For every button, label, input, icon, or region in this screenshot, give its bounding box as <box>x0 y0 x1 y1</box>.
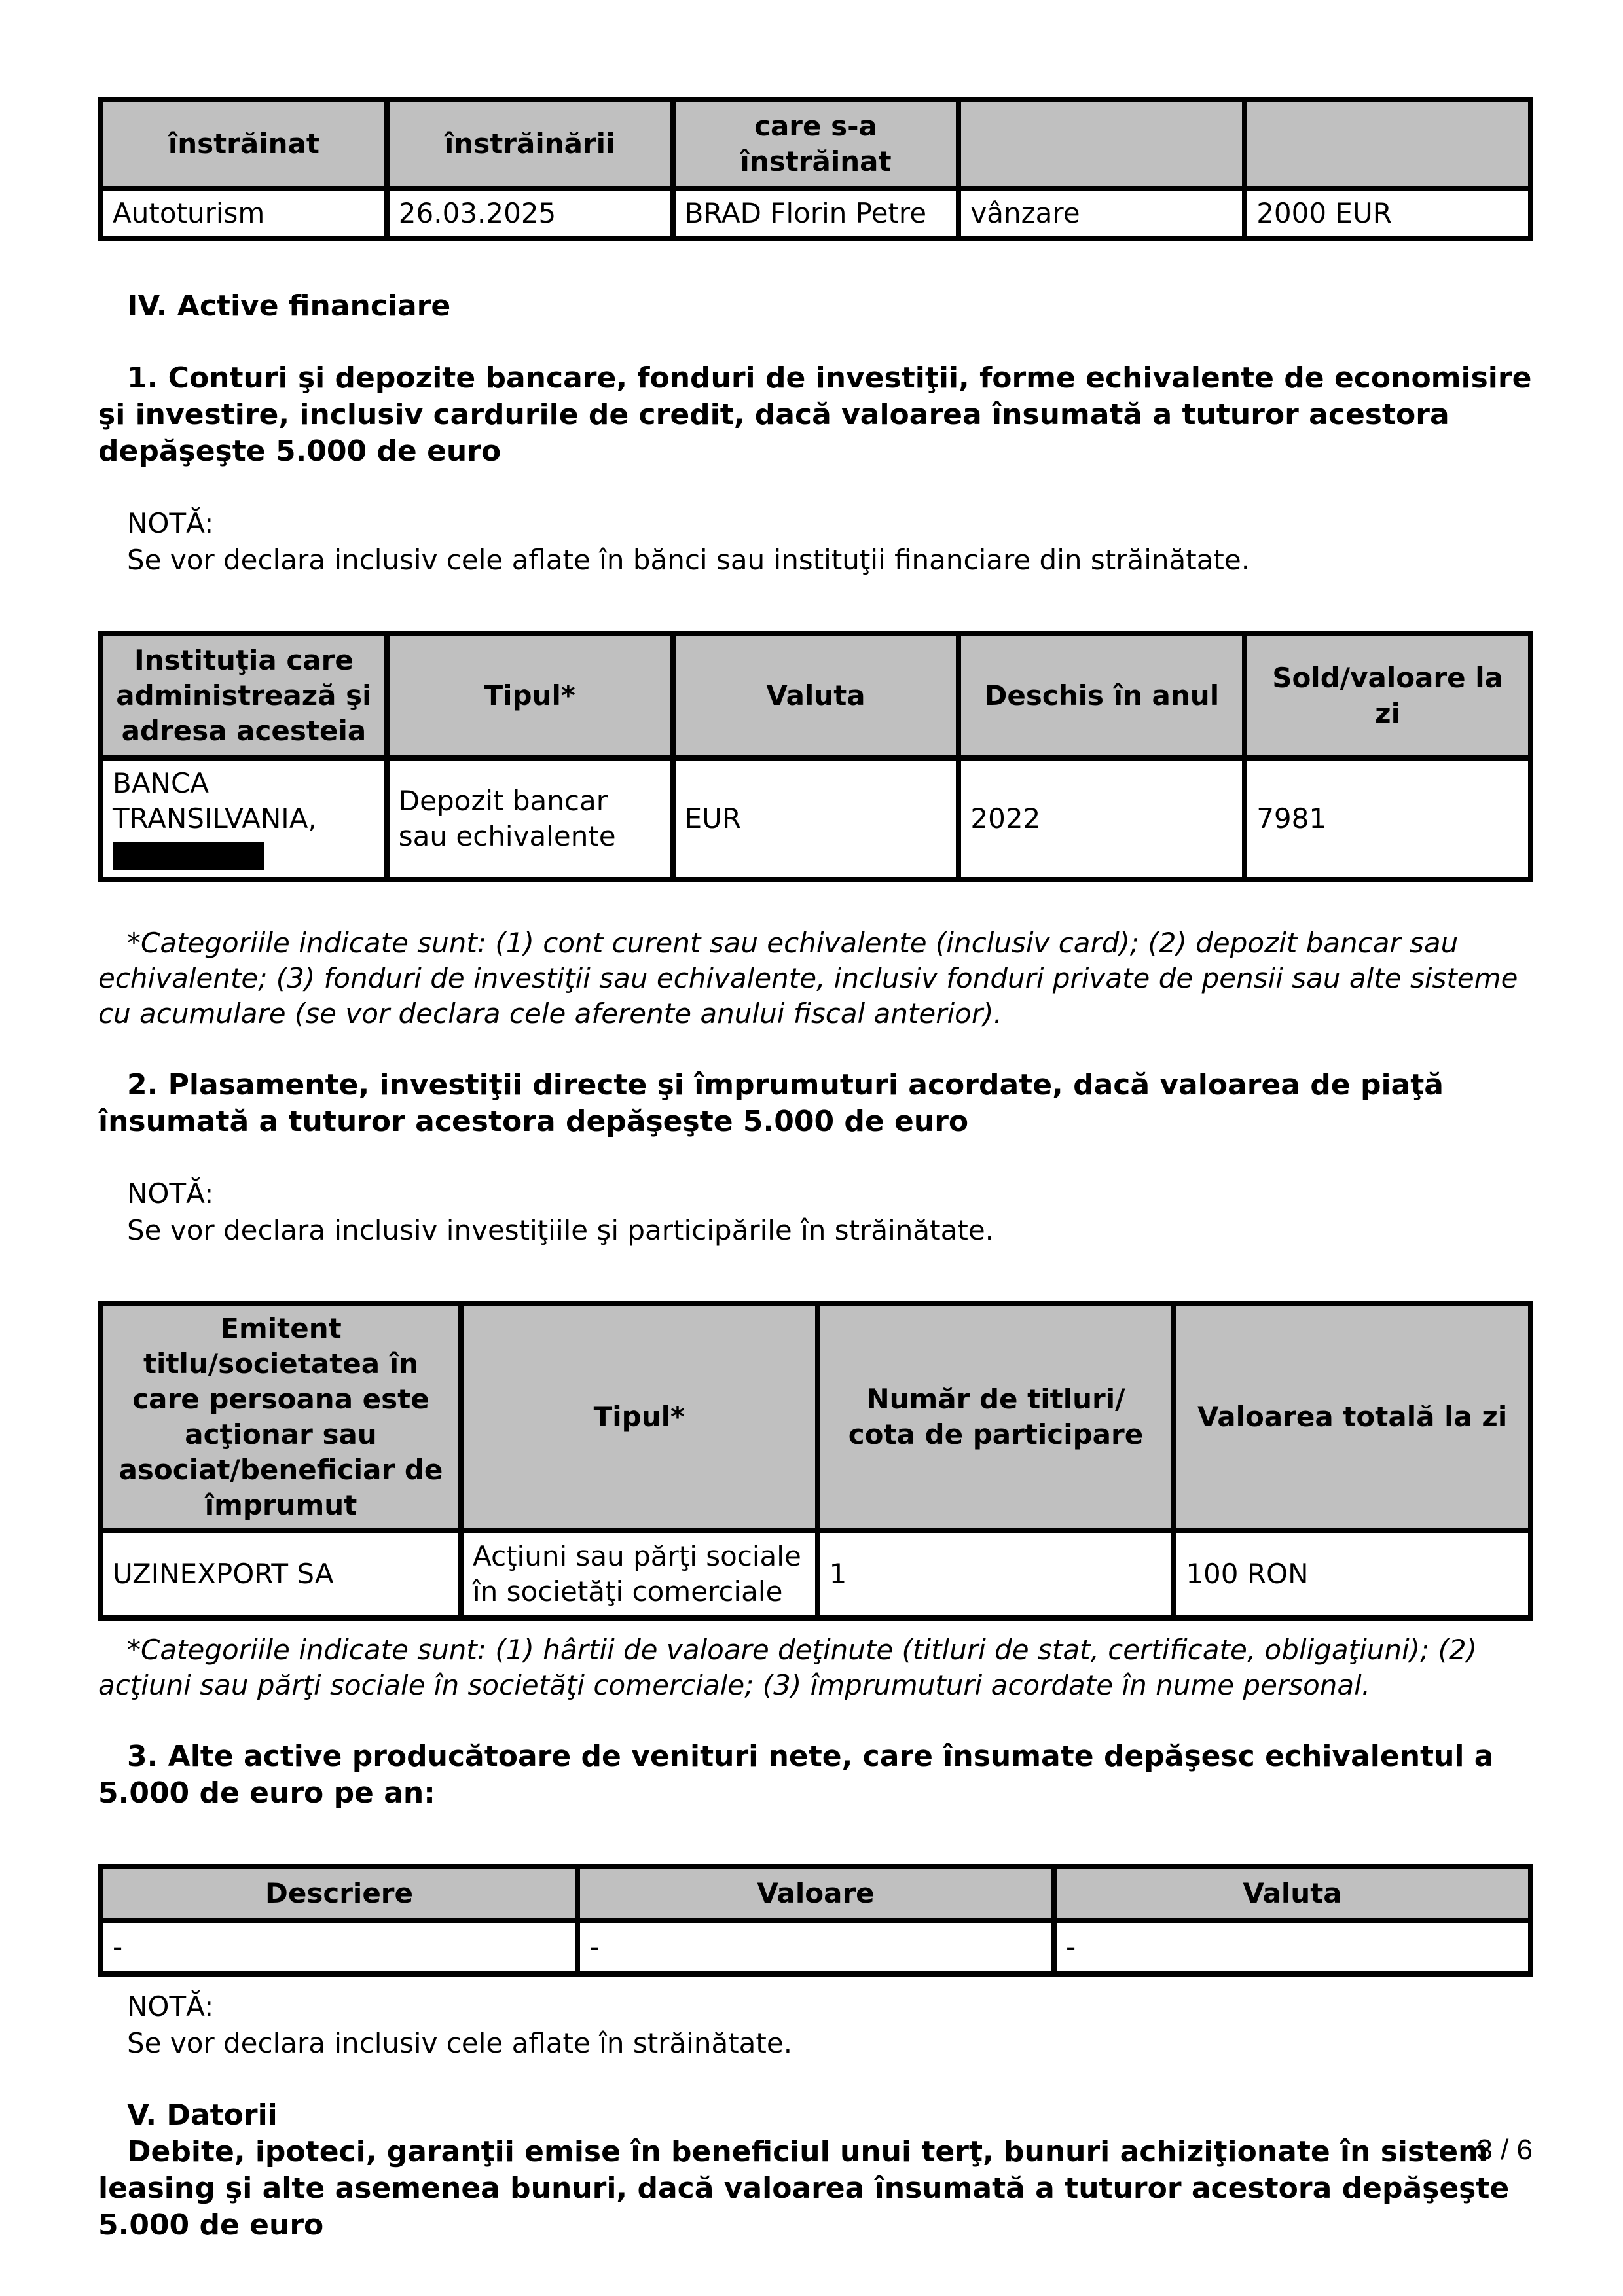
table-cell: UZINEXPORT SA <box>101 1530 461 1618</box>
subsection-1-title: 1. Conturi şi depozite bancare, fonduri de investiţii, forme echivalente de economisire şi investire, inclusiv cardurile de credit, dacă valoarea însumată a tuturor acestora depăşeşte 5.000 de euro <box>98 361 1532 468</box>
table-header-cell: Descriere <box>101 1867 577 1920</box>
table-header-cell: Instituţia care administrează şi adresa acesteia <box>101 634 387 758</box>
table-header-cell: Sold/valoare la zi <box>1245 634 1531 758</box>
table-alienated-goods <box>98 97 1533 241</box>
table-header-cell: Valoarea totală la zi <box>1174 1304 1531 1530</box>
table-header-cell: Deschis în anul <box>958 634 1245 758</box>
subsection-3-title: 3. Alte active producătoare de venituri nete, care însumate depăşesc echivalentul a 5.000 de euro pe an: <box>98 1740 1494 1810</box>
table-cell: 1 <box>818 1530 1175 1618</box>
table-cell: 26.03.2025 <box>387 188 673 238</box>
page-number: 3 / 6 <box>1476 2134 1533 2166</box>
redacted-address <box>113 842 264 870</box>
note-text: Se vor declara inclusiv cele aflate în străinătate. <box>127 2027 793 2059</box>
table-investments <box>98 1301 1533 1621</box>
table-row <box>101 1530 1531 1618</box>
document-page <box>98 97 1533 2244</box>
section-v-text: Debite, ipoteci, garanţii emise în beneficiul unui terţ, bunuri achiziţionate în sistem leasing şi alte asemenea bunuri, dacă valoarea însumată a tuturor acestora depăşeşte 5.000 de euro <box>98 2135 1510 2242</box>
table-row <box>101 758 1531 880</box>
table-cell: - <box>577 1920 1054 1974</box>
table-cell: BRAD Florin Petre <box>673 188 959 238</box>
table-cell: vânzare <box>958 188 1245 238</box>
table-cell: 2022 <box>958 758 1245 880</box>
table-header-cell: Valuta <box>673 634 959 758</box>
footnote-categories-1: *Categoriile indicate sunt: (1) cont curent sau echivalente (inclusiv card); (2) depozit bancar sau echivalente; (3) fonduri de investiţii sau echivalente, inclusiv fonduri private de pensii sau alte sisteme cu acumulare (se vor declara cele aferente anului fiscal anterior). <box>98 927 1518 1030</box>
note-label: NOTĂ: <box>127 1990 214 2022</box>
table-cell: Depozit bancar sau echivalente <box>387 758 673 880</box>
note-label: NOTĂ: <box>127 507 214 539</box>
subsection-2-title: 2. Plasamente, investiţii directe şi împrumuturi acordate, dacă valoarea de piaţă însumată a tuturor acestora depăşeşte 5.000 de euro <box>98 1068 1444 1138</box>
table-header-cell: Valoare <box>577 1867 1054 1920</box>
section-iv-title: IV. Active financiare <box>127 289 451 323</box>
table-cell: Autoturism <box>101 188 387 238</box>
table-cell: EUR <box>673 758 959 880</box>
table-header-cell: Număr de titluri/ cota de participare <box>818 1304 1175 1530</box>
note-text: Se vor declara inclusiv investiţiile şi participările în străinătate. <box>127 1214 994 1246</box>
table-header-cell: care s-a înstrăinat <box>673 99 959 188</box>
table-cell: 2000 EUR <box>1245 188 1531 238</box>
table-cell: Acţiuni sau părţi sociale în societăţi comerciale <box>461 1530 818 1618</box>
table-cell: - <box>101 1920 577 1974</box>
table-header-cell: Emitent titlu/societatea în care persoana este acţionar sau asociat/beneficiar de împrumut <box>101 1304 461 1530</box>
table-header-cell: înstrăinat <box>101 99 387 188</box>
section-v-title: V. Datorii <box>127 2098 278 2132</box>
table-cell: - <box>1054 1920 1531 1974</box>
table-cell: 7981 <box>1245 758 1531 880</box>
note-text: Se vor declara inclusiv cele aflate în bănci sau instituţii financiare din străinătate. <box>127 544 1250 576</box>
table-other-assets <box>98 1864 1533 1977</box>
table-cell: 100 RON <box>1174 1530 1531 1618</box>
table-header-cell <box>958 99 1245 188</box>
table-header-cell <box>1245 99 1531 188</box>
table-row <box>101 188 1531 238</box>
table-cell <box>101 758 387 880</box>
table-header-cell: Tipul* <box>461 1304 818 1530</box>
table-row <box>101 1920 1531 1974</box>
table-header-cell: Tipul* <box>387 634 673 758</box>
table-bank-accounts <box>98 631 1533 882</box>
table-header-cell: înstrăinării <box>387 99 673 188</box>
footnote-categories-2: *Categoriile indicate sunt: (1) hârtii de valoare deţinute (titluri de stat, certificate, obligaţiuni); (2) acţiuni sau părţi sociale în societăţi comerciale; (3) împrumuturi acordate în nume personal. <box>98 1634 1478 1701</box>
institution-name: BANCA TRANSILVANIA, <box>113 767 317 834</box>
note-label: NOTĂ: <box>127 1177 214 1210</box>
table-header-cell: Valuta <box>1054 1867 1531 1920</box>
